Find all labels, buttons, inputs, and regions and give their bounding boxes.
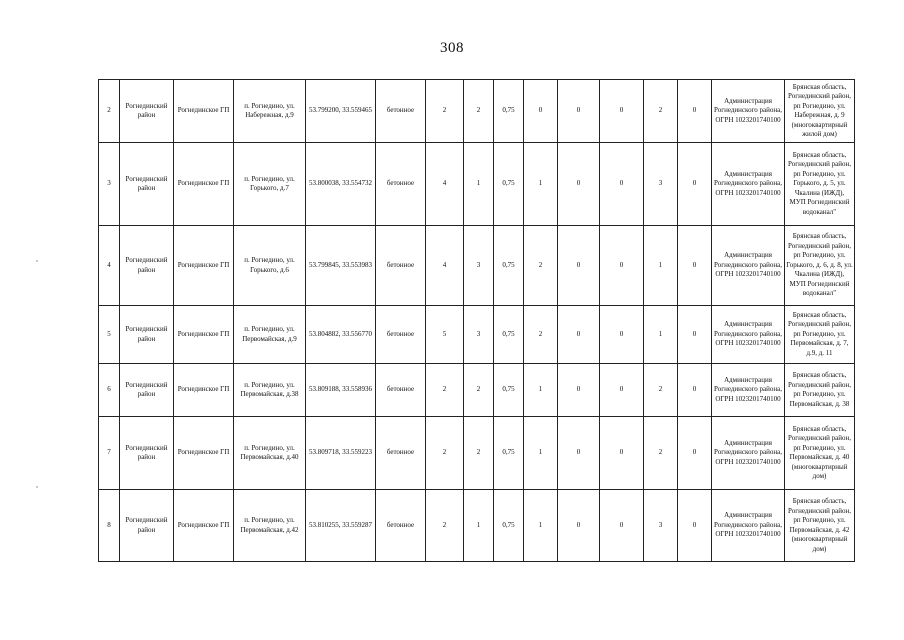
cell-value-7: 3: [644, 143, 678, 226]
cell-value-6: 0: [600, 417, 644, 490]
cell-value-7: 2: [644, 364, 678, 417]
cell-owner: Администрация Рогнединского района, ОГРН 1023201740100: [712, 80, 785, 143]
cell-note: Брянская область, Рогнединский район, рп Рогнедино, ул. Первомайская, д. 7, д.9, д. 11: [785, 306, 855, 364]
cell-value-4: 1: [524, 364, 558, 417]
cell-note: Брянская область, Рогнединский район, рп Рогнедино, ул. Первомайская, д. 40 (многоквартирный дом): [785, 417, 855, 490]
cell-address: п. Рогнедино, ул. Набережная, д.9: [234, 80, 306, 143]
cell-settlement: Рогнединское ГП: [174, 490, 234, 562]
cell-note: Брянская область, Рогнединский район, рп Рогнедино, ул. Горького, д. 6, д. 8, ул. Чкалина (ИЖД), МУП Рогнединский водоканал": [785, 226, 855, 306]
cell-value-3: 0,75: [494, 143, 524, 226]
cell-surface: бетонное: [376, 417, 426, 490]
cell-address: п. Рогнедино, ул. Первомайская, д.40: [234, 417, 306, 490]
cell-value-8: 0: [678, 226, 712, 306]
cell-value-5: 0: [558, 417, 600, 490]
cell-value-6: 0: [600, 364, 644, 417]
table-row: [99, 306, 855, 364]
cell-value-2: 2: [464, 364, 494, 417]
cell-value-4: 1: [524, 490, 558, 562]
cell-value-2: 1: [464, 490, 494, 562]
cell-value-3: 0,75: [494, 364, 524, 417]
cell-value-7: 3: [644, 490, 678, 562]
cell-value-4: 2: [524, 226, 558, 306]
cell-surface: бетонное: [376, 226, 426, 306]
cell-district: Рогнединский район: [120, 80, 174, 143]
cell-value-7: 1: [644, 306, 678, 364]
cell-value-3: 0,75: [494, 306, 524, 364]
cell-note: Брянская область, Рогнединский район, рп Рогнедино, ул. Горького, д. 5, ул. Чкалина (ИЖД), МУП Рогнединский водоканал": [785, 143, 855, 226]
cell-value-5: 0: [558, 143, 600, 226]
table-row: [99, 80, 855, 143]
cell-value-5: 0: [558, 80, 600, 143]
cell-value-8: 0: [678, 417, 712, 490]
cell-no: 6: [99, 364, 120, 417]
cell-coords: 53.799845, 33.553983: [306, 226, 376, 306]
cell-value-4: 1: [524, 143, 558, 226]
cell-owner: Администрация Рогнединского района, ОГРН 1023201740100: [712, 364, 785, 417]
cell-surface: бетонное: [376, 143, 426, 226]
cell-value-6: 0: [600, 80, 644, 143]
table-row: [99, 143, 855, 226]
cell-value-5: 0: [558, 364, 600, 417]
cell-value-2: 1: [464, 143, 494, 226]
cell-address: п. Рогнедино, ул. Первомайская, д.38: [234, 364, 306, 417]
scan-speck: [36, 260, 38, 262]
cell-value-6: 0: [600, 490, 644, 562]
cell-surface: бетонное: [376, 306, 426, 364]
cell-value-2: 3: [464, 306, 494, 364]
cell-district: Рогнединский район: [120, 226, 174, 306]
cell-value-8: 0: [678, 490, 712, 562]
cell-value-6: 0: [600, 143, 644, 226]
cell-value-8: 0: [678, 143, 712, 226]
cell-owner: Администрация Рогнединского района, ОГРН 1023201740100: [712, 226, 785, 306]
registry-table: [98, 79, 855, 562]
cell-no: 7: [99, 417, 120, 490]
cell-value-7: 2: [644, 80, 678, 143]
cell-value-1: 5: [426, 306, 464, 364]
cell-value-5: 0: [558, 226, 600, 306]
cell-settlement: Рогнединское ГП: [174, 143, 234, 226]
cell-value-8: 0: [678, 80, 712, 143]
cell-value-4: 1: [524, 417, 558, 490]
cell-surface: бетонное: [376, 490, 426, 562]
cell-value-1: 4: [426, 143, 464, 226]
cell-settlement: Рогнединское ГП: [174, 306, 234, 364]
cell-surface: бетонное: [376, 80, 426, 143]
cell-coords: 53.800038, 33.554732: [306, 143, 376, 226]
cell-value-1: 4: [426, 226, 464, 306]
cell-address: п. Рогнедино, ул. Горького, д.6: [234, 226, 306, 306]
table-row: [99, 226, 855, 306]
cell-no: 4: [99, 226, 120, 306]
cell-settlement: Рогнединское ГП: [174, 226, 234, 306]
cell-district: Рогнединский район: [120, 490, 174, 562]
cell-value-2: 2: [464, 80, 494, 143]
cell-coords: 53.809188, 33.558936: [306, 364, 376, 417]
cell-value-2: 3: [464, 226, 494, 306]
cell-no: 8: [99, 490, 120, 562]
cell-value-7: 1: [644, 226, 678, 306]
cell-no: 2: [99, 80, 120, 143]
cell-owner: Администрация Рогнединского района, ОГРН 1023201740100: [712, 417, 785, 490]
cell-value-3: 0,75: [494, 417, 524, 490]
cell-value-3: 0,75: [494, 80, 524, 143]
cell-value-3: 0,75: [494, 226, 524, 306]
cell-value-1: 2: [426, 490, 464, 562]
cell-address: п. Рогнедино, ул. Горького, д.7: [234, 143, 306, 226]
cell-coords: 53.809718, 33.559223: [306, 417, 376, 490]
cell-note: Брянская область, Рогнединский район, рп Рогнедино, ул. Первомайская, д. 42 (многоквартирный дом): [785, 490, 855, 562]
table-row: [99, 364, 855, 417]
cell-value-4: 0: [524, 80, 558, 143]
cell-value-1: 2: [426, 80, 464, 143]
cell-value-5: 0: [558, 490, 600, 562]
cell-value-6: 0: [600, 226, 644, 306]
cell-value-6: 0: [600, 306, 644, 364]
cell-value-5: 0: [558, 306, 600, 364]
cell-value-1: 2: [426, 364, 464, 417]
cell-address: п. Рогнедино, ул. Первомайская, д.9: [234, 306, 306, 364]
cell-value-3: 0,75: [494, 490, 524, 562]
cell-value-2: 2: [464, 417, 494, 490]
cell-address: п. Рогнедино, ул. Первомайская, д.42: [234, 490, 306, 562]
cell-coords: 53.810255, 33.559287: [306, 490, 376, 562]
cell-value-1: 2: [426, 417, 464, 490]
cell-settlement: Рогнединское ГП: [174, 364, 234, 417]
cell-owner: Администрация Рогнединского района, ОГРН 1023201740100: [712, 490, 785, 562]
table-row: [99, 490, 855, 562]
scan-speck: [36, 486, 38, 488]
cell-owner: Администрация Рогнединского района, ОГРН 1023201740100: [712, 143, 785, 226]
cell-value-8: 0: [678, 306, 712, 364]
cell-value-4: 2: [524, 306, 558, 364]
cell-owner: Администрация Рогнединского района, ОГРН 1023201740100: [712, 306, 785, 364]
cell-settlement: Рогнединское ГП: [174, 80, 234, 143]
cell-district: Рогнединский район: [120, 364, 174, 417]
cell-value-8: 0: [678, 364, 712, 417]
cell-district: Рогнединский район: [120, 417, 174, 490]
cell-coords: 53.804882, 33.556770: [306, 306, 376, 364]
cell-surface: бетонное: [376, 364, 426, 417]
cell-no: 5: [99, 306, 120, 364]
cell-note: Брянская область, Рогнединский район, рп Рогнедино, ул. Первомайская, д. 38: [785, 364, 855, 417]
table-row: [99, 417, 855, 490]
cell-value-7: 2: [644, 417, 678, 490]
page-number: 308: [440, 40, 464, 56]
cell-district: Рогнединский район: [120, 306, 174, 364]
cell-district: Рогнединский район: [120, 143, 174, 226]
cell-no: 3: [99, 143, 120, 226]
cell-settlement: Рогнединское ГП: [174, 417, 234, 490]
cell-coords: 53.799200, 33.559465: [306, 80, 376, 143]
cell-note: Брянская область, Рогнединский район, рп Рогнедино, ул. Набережная, д. 9 (многоквартирный жилой дом): [785, 80, 855, 143]
